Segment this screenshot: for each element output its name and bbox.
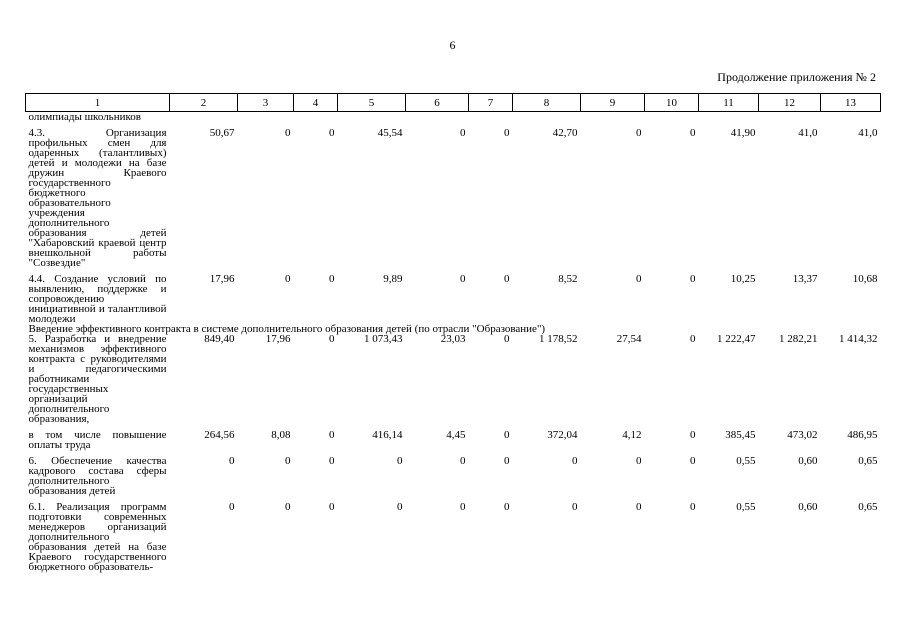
table-cell: 4,12 — [622, 429, 642, 441]
table-cell: 41,0 — [798, 127, 818, 139]
table-cell: 0 — [397, 455, 403, 467]
table-cell: 0,60 — [798, 455, 818, 467]
table-row — [26, 496, 881, 572]
table-cell: 50,67 — [209, 127, 235, 139]
table-cell: 0,55 — [736, 501, 756, 513]
table-cell: 8,08 — [271, 429, 291, 441]
row-description: 5. Разработка и внедрение механизмов эффективного контракта с руководителями и педагогическими работниками государственных организаций дополнительного образования, — [28, 333, 167, 425]
row-description: 6.1. Реализация программ подготовки современных менеджеров организаций дополнительного образования детей на базе Краевого государственного бюджетного образователь- — [28, 501, 167, 573]
column-header: 6 — [406, 94, 469, 112]
table-cell: 372,04 — [547, 429, 578, 441]
column-header: 12 — [759, 94, 821, 112]
table-cell: 17,96 — [265, 333, 291, 345]
table-row — [26, 450, 881, 496]
table-cell: 10,25 — [730, 273, 756, 285]
table-cell: 23,03 — [440, 333, 466, 345]
table-cell: 0 — [460, 455, 466, 467]
table-cell: 0 — [285, 273, 291, 285]
table-cell: 0 — [229, 501, 235, 513]
table-cell: 0 — [636, 127, 642, 139]
table-cell: 0 — [572, 501, 578, 513]
column-header: 9 — [581, 94, 645, 112]
column-header: 10 — [645, 94, 699, 112]
table-cell: 0 — [636, 273, 642, 285]
table-cell: 0 — [504, 501, 510, 513]
table-cell: 0,65 — [858, 501, 878, 513]
table-cell: 0 — [636, 455, 642, 467]
table-cell: 10,68 — [852, 273, 878, 285]
table-cell: 0 — [572, 455, 578, 467]
table-row — [26, 424, 881, 450]
row-description: 4.3. Организация профильных смен для одаренных (талантливых) детей и молодежи на базе дружин Краевого государственного бюджетного образовательного учреждения дополнительного образования детей "Хабаровский краевой центр внешкольной работы "Созвездие" — [28, 127, 167, 269]
table-cell: 0 — [285, 501, 291, 513]
table-cell: 8,52 — [558, 273, 578, 285]
appendix-continuation-note: Продолжение приложения № 2 — [717, 70, 876, 84]
table-cell: 1 414,32 — [839, 333, 878, 345]
table-cell: 0 — [397, 501, 403, 513]
table-cell: 0 — [504, 333, 510, 345]
table-cell: 45,54 — [377, 127, 403, 139]
table-cell: 1 222,47 — [717, 333, 756, 345]
table-cell: 0 — [690, 273, 696, 285]
table-cell: 0 — [504, 127, 510, 139]
table-cell: 1 073,43 — [364, 333, 403, 345]
table-cell: 41,0 — [858, 127, 878, 139]
table-cell: 0 — [636, 501, 642, 513]
table-cell: 0 — [329, 501, 335, 513]
table-row — [26, 122, 881, 268]
table-cell: 0 — [690, 333, 696, 345]
table-row — [26, 334, 881, 424]
column-header: 13 — [821, 94, 881, 112]
table-cell: 1 178,52 — [539, 333, 578, 345]
table-cell: 0 — [329, 455, 335, 467]
table-cell: 0 — [504, 273, 510, 285]
table-cell: 0,55 — [736, 455, 756, 467]
table-cell: 385,45 — [725, 429, 756, 441]
budget-table — [25, 93, 881, 572]
page-number: 6 — [449, 38, 456, 52]
table-cell: 1 282,21 — [779, 333, 818, 345]
table-row — [26, 268, 881, 324]
table-cell: 0 — [460, 127, 466, 139]
column-header: 2 — [170, 94, 238, 112]
table-cell: 416,14 — [372, 429, 403, 441]
table-cell: 0 — [690, 127, 696, 139]
row-description: олимпиады школьников — [28, 111, 141, 123]
table-cell: 0 — [460, 501, 466, 513]
table-cell: 4,45 — [446, 429, 466, 441]
table-cell: 13,37 — [792, 273, 818, 285]
section-heading: Введение эффективного контракта в системе дополнительного образования детей (по отрасли "Образование") — [28, 323, 546, 335]
table-cell: 0 — [690, 455, 696, 467]
column-number-header-row — [26, 94, 881, 112]
table-cell: 0 — [690, 501, 696, 513]
table-cell: 0 — [285, 455, 291, 467]
table-cell: 0 — [460, 273, 466, 285]
table-cell: 0 — [329, 429, 335, 441]
column-header: 3 — [238, 94, 294, 112]
table-cell: 0 — [285, 127, 291, 139]
table-cell: 0 — [504, 429, 510, 441]
column-header: 1 — [26, 94, 170, 112]
row-description: 6. Обеспечение качества кадрового состава сферы дополнительного образования детей — [28, 455, 167, 497]
table-cell: 41,90 — [730, 127, 756, 139]
table-cell: 486,95 — [847, 429, 878, 441]
column-header: 11 — [699, 94, 759, 112]
table-cell: 0 — [329, 127, 335, 139]
table-row — [26, 112, 881, 123]
table-cell: 17,96 — [209, 273, 235, 285]
table-cell: 0 — [329, 273, 335, 285]
table-cell: 42,70 — [552, 127, 578, 139]
table-cell: 0 — [504, 455, 510, 467]
table-cell: 9,89 — [383, 273, 403, 285]
table-cell: 473,02 — [787, 429, 818, 441]
column-header: 4 — [294, 94, 338, 112]
table-cell: 849,40 — [204, 333, 235, 345]
row-description: 4.4. Создание условий по выявлению, поддержке и сопровождению инициативной и талантливой молодежи — [28, 273, 167, 325]
table-cell: 0 — [329, 333, 335, 345]
table-cell: 264,56 — [204, 429, 235, 441]
table-cell: 27,54 — [616, 333, 642, 345]
table-cell: 0 — [229, 455, 235, 467]
column-header: 8 — [513, 94, 581, 112]
table-cell: 0 — [690, 429, 696, 441]
column-header: 7 — [469, 94, 513, 112]
column-header: 5 — [338, 94, 406, 112]
table-cell: 0,60 — [798, 501, 818, 513]
table-cell: 0,65 — [858, 455, 878, 467]
row-description: в том числе повышение оплаты труда — [28, 429, 167, 451]
